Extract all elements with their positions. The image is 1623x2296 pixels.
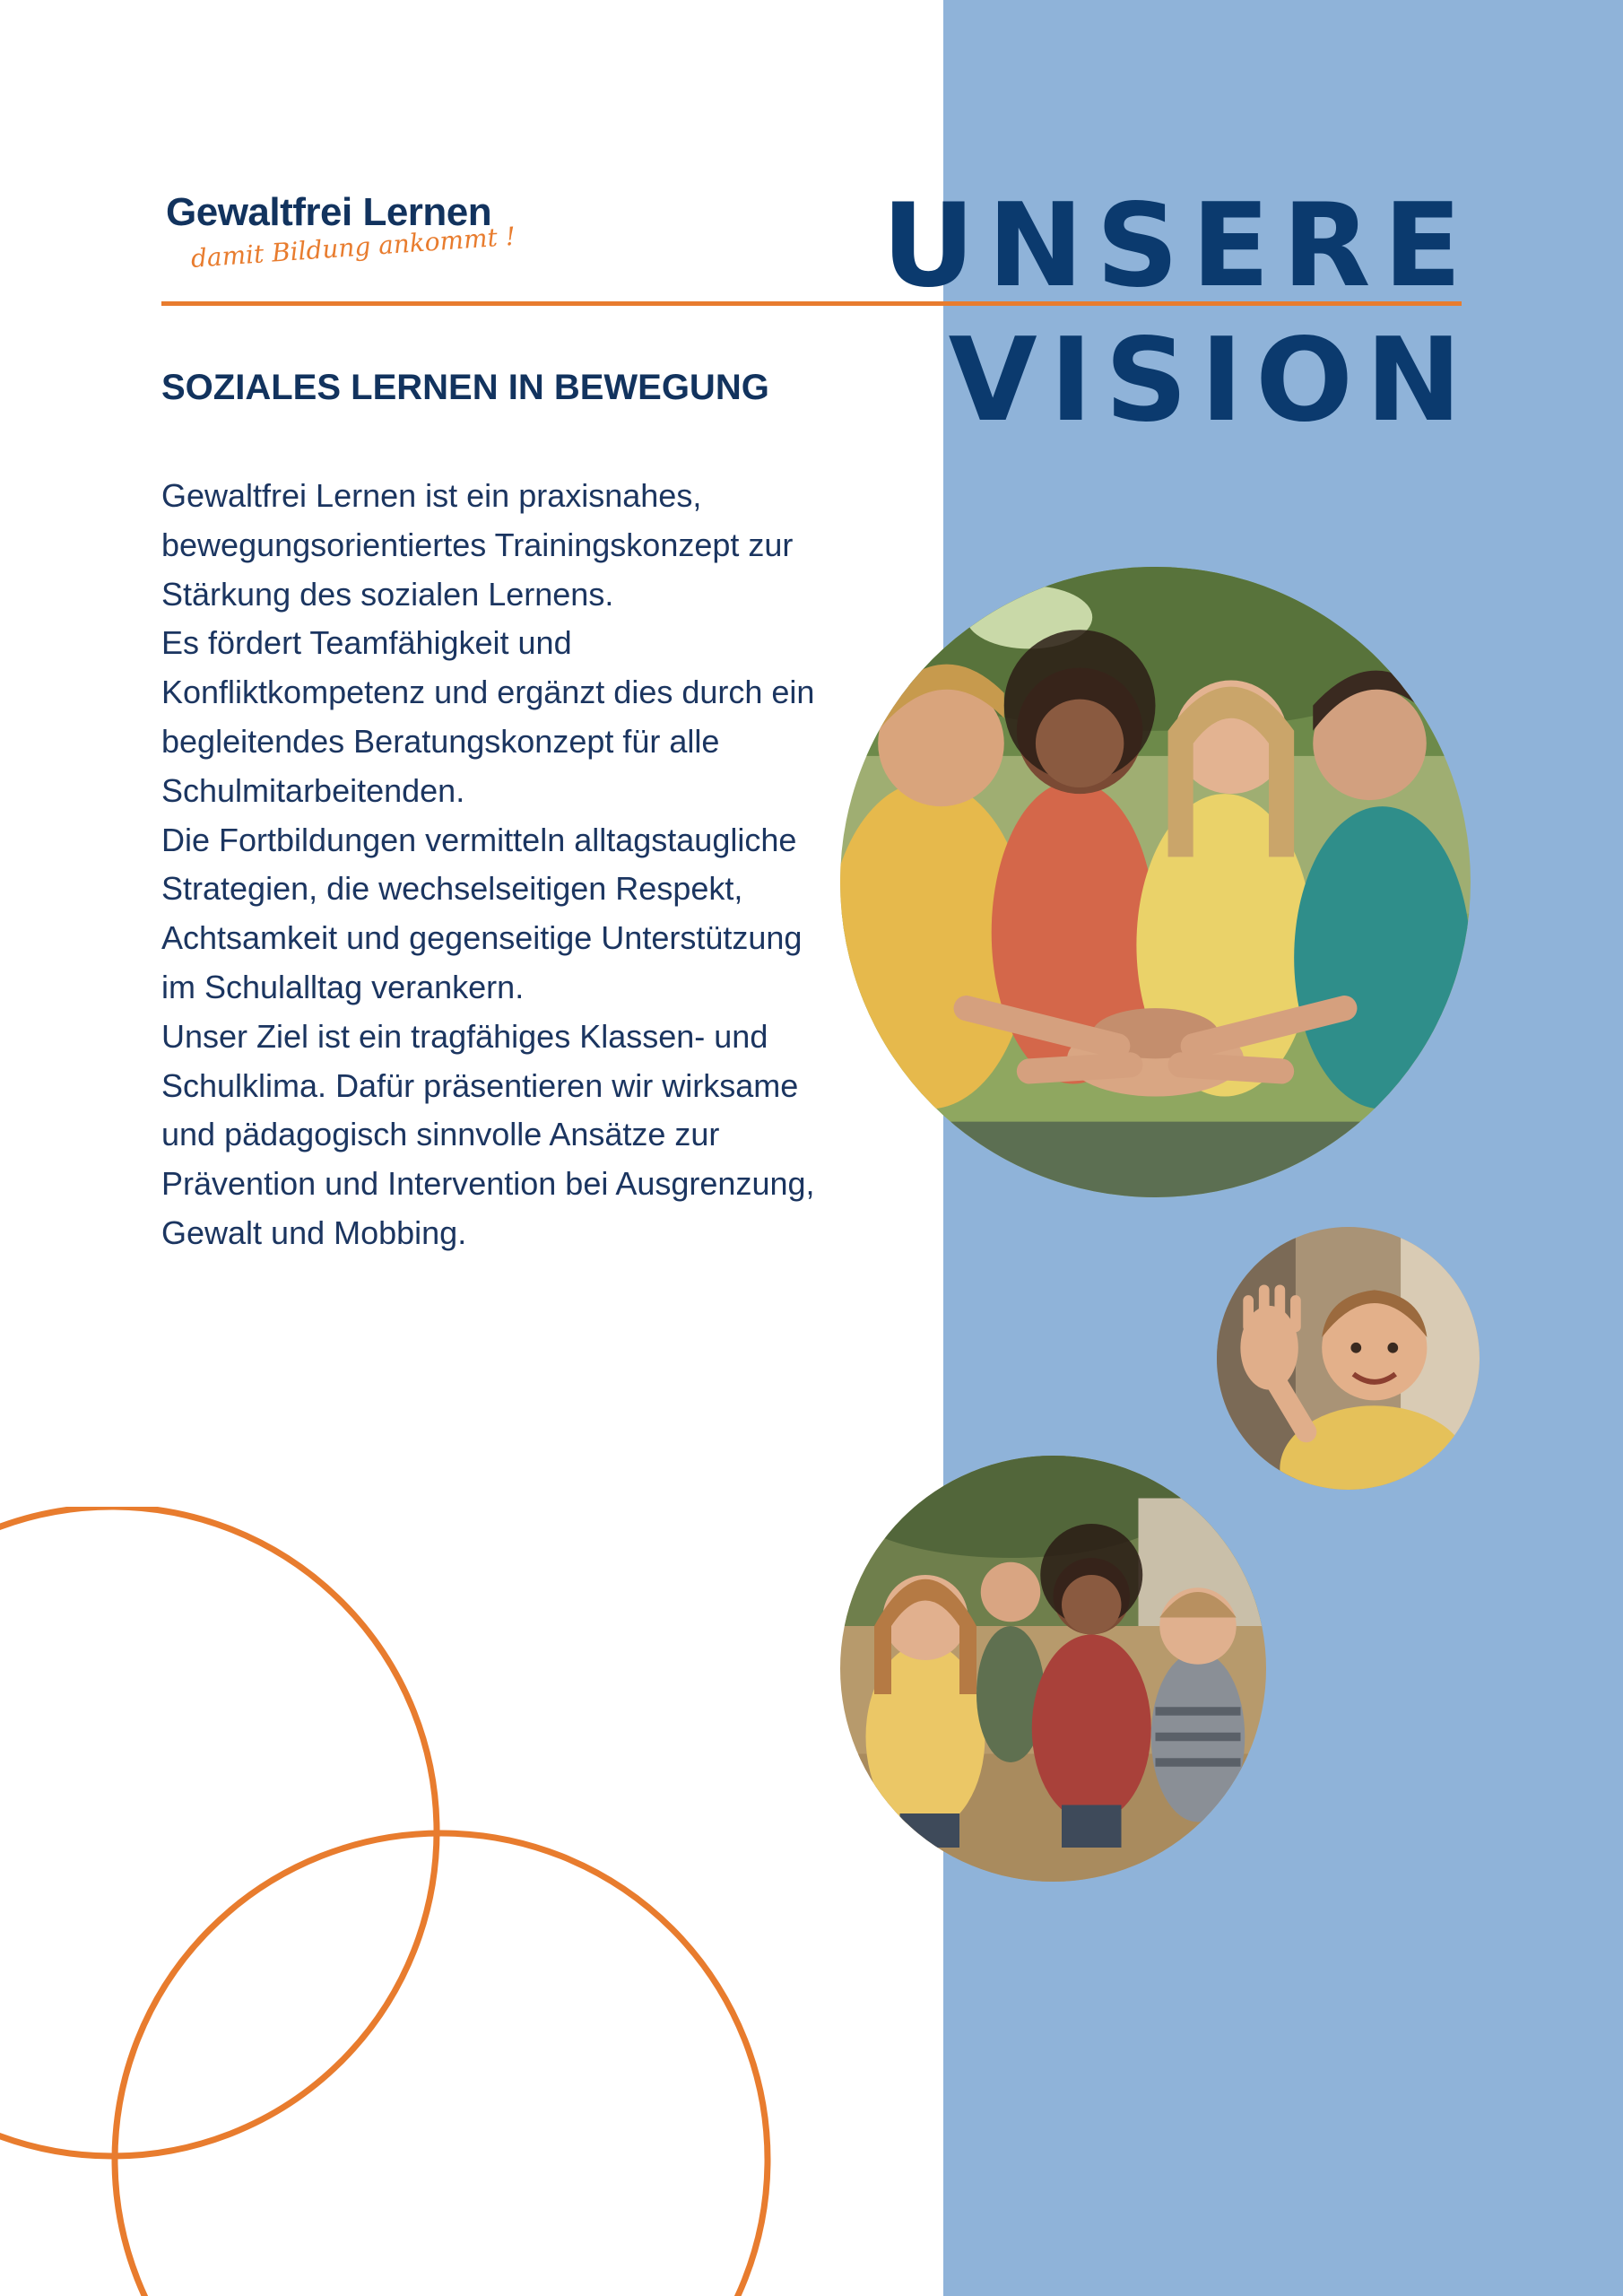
title-line-1: UNSERE: [881, 179, 1474, 313]
paragraph-1: Gewaltfrei Lernen ist ein praxisnahes, bewegungsorientiertes Trainingskonzept zur Stärkung des sozialen Lernens.: [161, 477, 794, 613]
section-heading: SOZIALES LERNEN IN BEWEGUNG: [161, 368, 769, 407]
title-line-2: VISION: [948, 314, 1474, 448]
paragraph-4: Unser Ziel ist ein tragfähiges Klassen- und Schulklima. Dafür präsentieren wir wirksame und pädagogisch sinnvolle Ansätze zur Prävention und Intervention bei Ausgrenzung, Gewalt und Mobbing.: [161, 1017, 815, 1251]
decorative-rings: [0, 1507, 807, 2296]
paragraph-2: Es fördert Teamfähigkeit und Konfliktkompetenz und ergänzt dies durch ein begleitendes Beratungskonzept für alle Schulmitarbeitenden.: [161, 624, 815, 809]
logo: [166, 190, 542, 289]
page-title: [881, 179, 1474, 448]
paragraph-3: Die Fortbildungen vermitteln alltagstaugliche Strategien, die wechselseitigen Respekt, Achtsamkeit und gegenseitige Unterstützung im Schulalltag verankern.: [161, 821, 803, 1005]
logo-tagline: damit Bildung ankommt !: [189, 221, 516, 274]
children-running-photo: [840, 1456, 1266, 1882]
children-hands-together-photo: [840, 567, 1471, 1197]
boy-waving-photo: [1217, 1227, 1480, 1490]
logo-name: Gewaltfrei Lernen: [166, 190, 492, 234]
body-text: [161, 472, 843, 1258]
